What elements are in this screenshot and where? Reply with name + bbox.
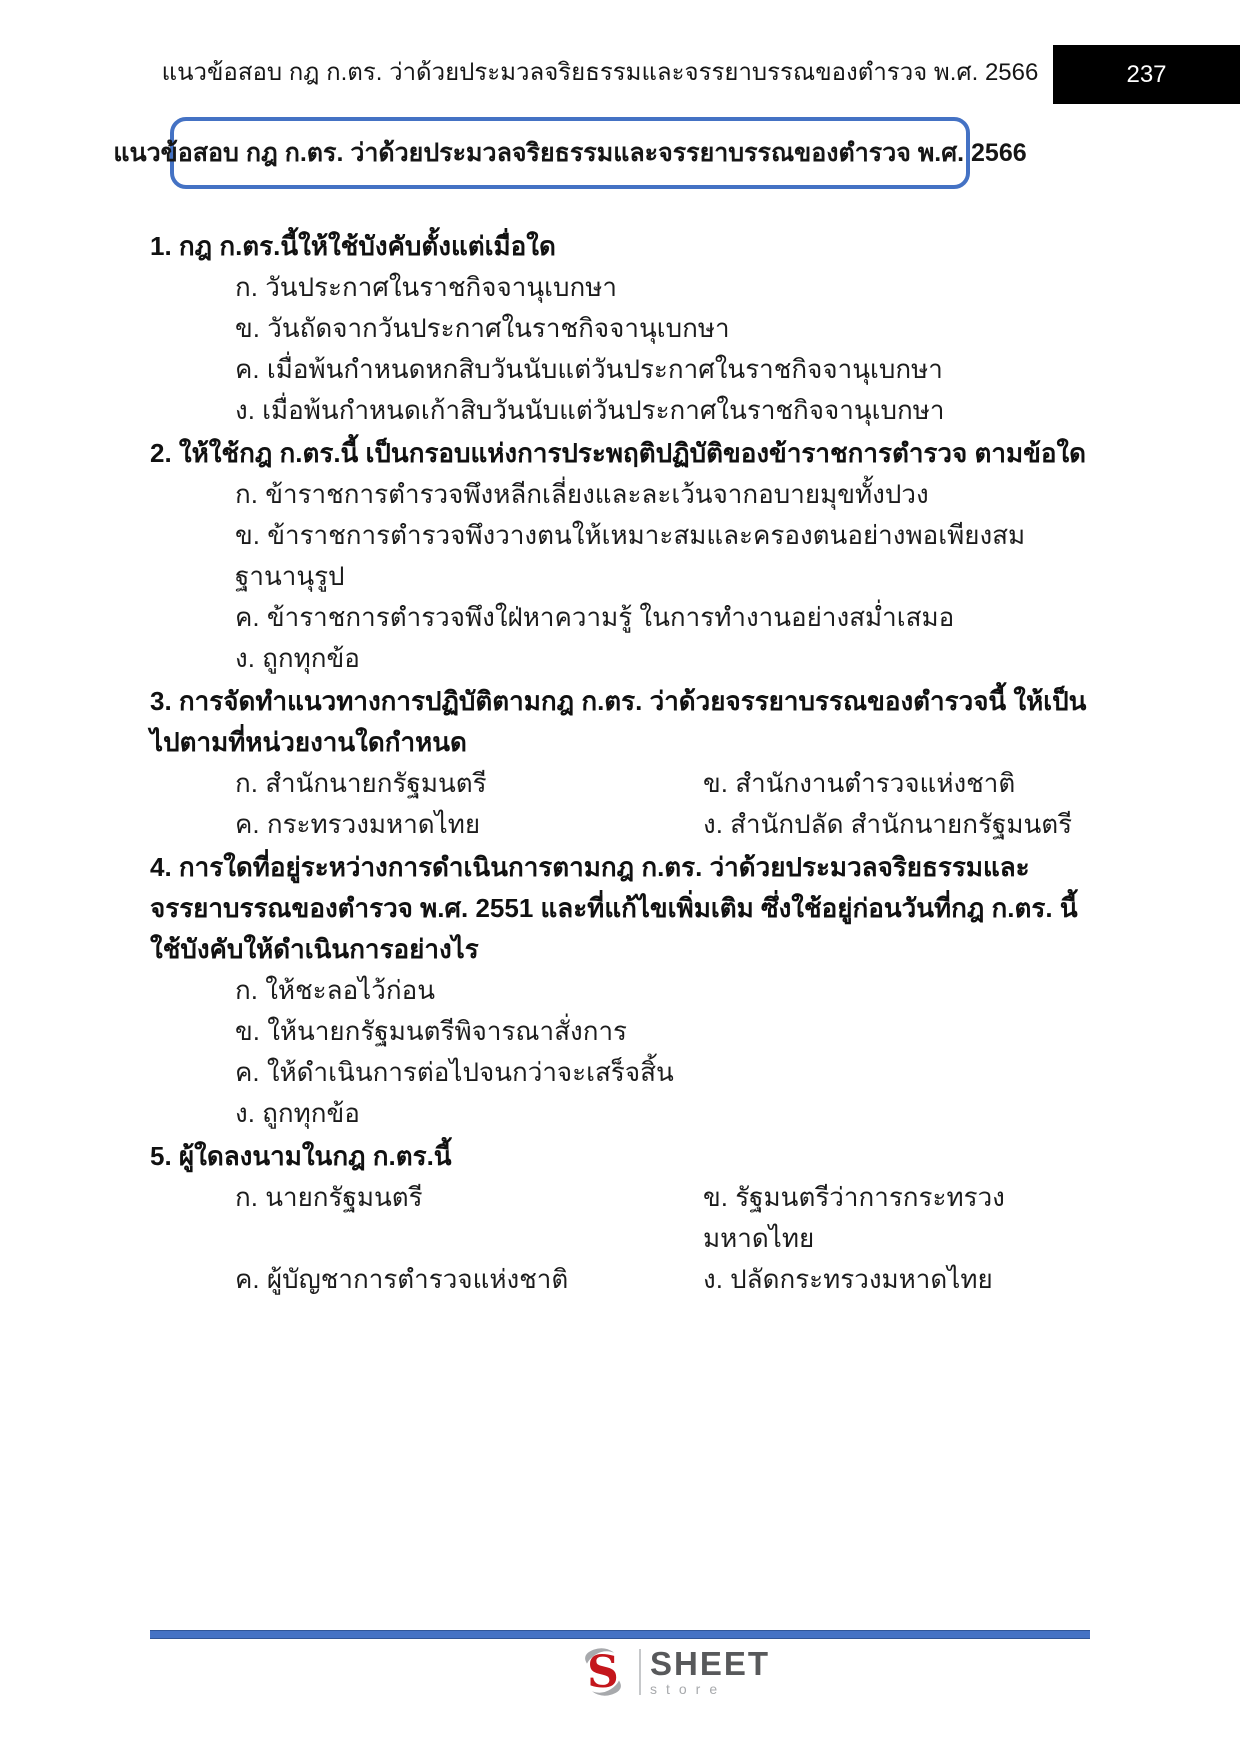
running-header-title: แนวข้อสอบ กฎ ก.ตร. ว่าด้วยประมวลจริยธรรมและจรรยาบรรณของตำรวจ พ.ศ. 2566 — [161, 59, 1039, 86]
option-b: ข. สำนักงานตำรวจแห่งชาติ — [703, 768, 1016, 798]
question-4 — [150, 847, 1095, 1134]
option-a: ก. ข้าราชการตำรวจพึงหลีกเลี่ยงและละเว้นจากอบายมุขทั้งปวง — [235, 479, 929, 509]
svg-text:S: S — [587, 1647, 619, 1699]
exam-title-box — [113, 117, 1027, 189]
exam-title: แนวข้อสอบ กฎ ก.ตร. ว่าด้วยประมวลจริยธรรมและจรรยาบรรณของตำรวจ พ.ศ. 2566 — [113, 139, 1027, 167]
brand-subtitle: store — [650, 1680, 727, 1697]
option-b: ข. ข้าราชการตำรวจพึงวางตนให้เหมาะสมและครองตนอย่างพอเพียงสมฐานานุรูป — [235, 520, 1026, 591]
page-number-badge — [1053, 45, 1240, 104]
footer-divider-rule — [150, 1630, 1090, 1639]
options — [150, 1177, 1095, 1300]
option-c: ค. ให้ดำเนินการต่อไปจนกว่าจะเสร็จสิ้น — [235, 1057, 674, 1087]
option-b: ข. ให้นายกรัฐมนตรีพิจารณาสั่งการ — [235, 1016, 628, 1046]
option-d: ง. ถูกทุกข้อ — [235, 1098, 360, 1128]
options — [150, 474, 1095, 679]
option-d: ง. เมื่อพ้นกำหนดเก้าสิบวันนับแต่วันประกาศในราชกิจจานุเบกษา — [235, 395, 945, 425]
question-text: 5. ผู้ใดลงนามในกฎ ก.ตร.นี้ — [150, 1141, 452, 1171]
option-a: ก. ให้ชะลอไว้ก่อน — [235, 975, 435, 1005]
options — [150, 970, 1095, 1134]
logo-divider — [639, 1649, 641, 1695]
option-a: ก. วันประกาศในราชกิจจานุเบกษา — [235, 272, 617, 302]
option-c: ค. ข้าราชการตำรวจพึงใฝ่หาความรู้ ในการทำงานอย่างสม่ำเสมอ — [235, 602, 955, 632]
question-5 — [150, 1136, 1095, 1300]
option-d: ง. สำนักปลัด สำนักนายกรัฐมนตรี — [703, 809, 1073, 839]
options — [150, 267, 1095, 431]
option-c: ค. เมื่อพ้นกำหนดหกสิบวันนับแต่วันประกาศในราชกิจจานุเบกษา — [235, 354, 943, 384]
question-3 — [150, 681, 1095, 845]
sheet-store-logo — [576, 1645, 770, 1699]
question-text: 1. กฎ ก.ตร.นี้ให้ใช้บังคับตั้งแต่เมื่อใด — [150, 231, 556, 261]
option-b: ข. รัฐมนตรีว่าการกระทรวงมหาดไทย — [703, 1182, 1005, 1253]
brand-name: SHEET — [650, 1644, 771, 1682]
sheet-store-s-icon — [576, 1645, 630, 1699]
question-area — [150, 224, 1095, 1301]
question-2 — [150, 433, 1095, 679]
page-number: 237 — [1126, 60, 1167, 88]
option-a: ก. นายกรัฐมนตรี — [235, 1182, 423, 1212]
option-a: ก. สำนักนายกรัฐมนตรี — [235, 768, 487, 798]
option-d: ง. ปลัดกระทรวงมหาดไทย — [703, 1264, 993, 1294]
option-c: ค. ผู้บัญชาการตำรวจแห่งชาติ — [235, 1264, 569, 1294]
option-b: ข. วันถัดจากวันประกาศในราชกิจจานุเบกษา — [235, 313, 730, 343]
option-d: ง. ถูกทุกข้อ — [235, 643, 360, 673]
logo-text-block — [650, 1644, 771, 1697]
question-text: 4. การใดที่อยู่ระหว่างการดำเนินการตามกฎ ก.ตร. ว่าด้วยประมวลจริยธรรมและจรรยาบรรณของตำรวจ พ.ศ. 2551 และที่แก้ไขเพิ่มเติม ซึ่งใช้อยู่ก่อนวันที่กฎ ก.ตร. นี้ ใช้บังคับให้ดำเนินการอย่างไร — [150, 852, 1078, 964]
options — [150, 763, 1095, 845]
question-text: 3. การจัดทำแนวทางการปฏิบัติตามกฎ ก.ตร. ว่าด้วยจรรยาบรรณของตำรวจนี้ ให้เป็นไปตามที่หน่วยงานใดกำหนด — [150, 686, 1087, 757]
question-text: 2. ให้ใช้กฎ ก.ตร.นี้ เป็นกรอบแห่งการประพฤติปฏิบัติของข้าราชการตำรวจ ตามข้อใด — [150, 438, 1087, 468]
question-1 — [150, 226, 1095, 431]
option-c: ค. กระทรวงมหาดไทย — [235, 809, 481, 839]
